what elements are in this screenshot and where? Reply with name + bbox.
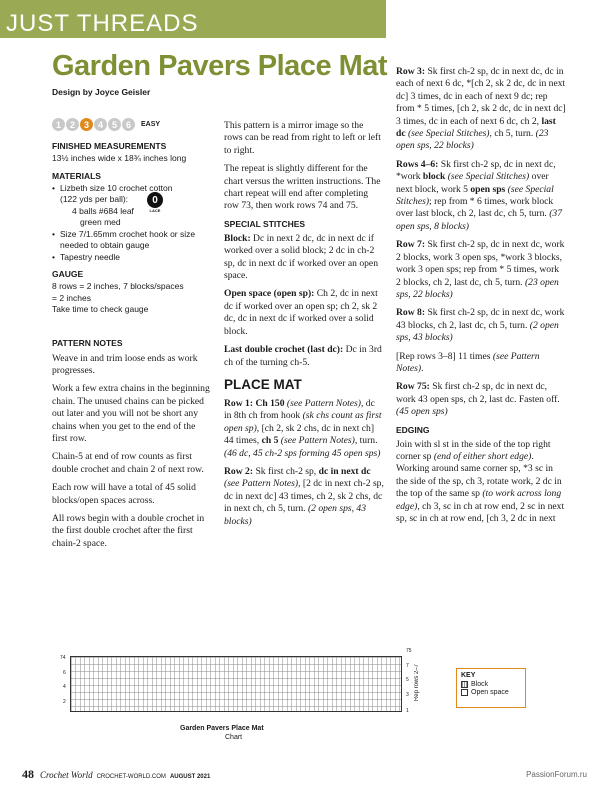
yarn-ball-icon: 0 [147, 192, 163, 208]
stitch-open-space: Open space (open sp): Ch 2, dc in next dc if worked over an open sp; ch 2, sk 2 dc, dc in next dc if worked over a solid block. [224, 288, 378, 337]
skill-level [52, 118, 212, 131]
key-item-open: Open space [461, 689, 521, 696]
skill-dot-1: 1 [52, 118, 65, 131]
skill-dot-4: 4 [94, 118, 107, 131]
material-sub-2: green med [80, 217, 121, 227]
watermark: PassionForum.ru [526, 770, 587, 779]
yarn-weight-label: LACE [149, 208, 161, 213]
row-75-instructions: Row 75: Sk first ch-2 sp, dc in next dc, work 43 open sps, ch 2, last dc. Fasten off. (45 open sps) [396, 381, 560, 418]
row-2-instructions: Row 2: Sk first ch-2 sp, dc in next dc (see Pattern Notes), [2 dc in next ch-2 sp, dc in next dc] 43 times, ch 2, sk 2 chs, dc in next ch, ch 5, turn. (2 open sps, 43 blocks) [224, 465, 384, 527]
chart-subcaption: Chart [225, 734, 243, 741]
intro-paragraph: This pattern is a mirror image so the rows can be read from right to left or left to right. [224, 120, 381, 156]
finished-heading: FINISHED MEASUREMENTS [52, 141, 167, 151]
issue-date: AUGUST 2021 [169, 774, 211, 780]
skill-label: EASY [141, 121, 161, 128]
pattern-note: Chain-5 at end of row counts as first double crochet and chain 2 of next row. [52, 451, 204, 475]
pattern-note: Each row will have a total of 45 solid blocks/open spaces across. [52, 482, 196, 506]
chart-row-label: 1 [406, 708, 409, 714]
key-item-block: Block [461, 681, 521, 688]
column-2 [224, 120, 384, 534]
materials-heading: MATERIALS [52, 170, 101, 181]
place-mat-heading: PLACE MAT [224, 376, 302, 392]
edging-instructions: Join with sl st in the side of the top right corner sp (end of either short edge). Working around same corner sp, *3 sc in the side of the sp, ch 3, rotate work, 2 dc in the top of the same sp (to work across long edge), ch 3, sc in ch at row end, 2 sc in next sp, sc in ch at row end, [ch 3, 2 dc in next [396, 438, 565, 524]
material-sub-1: 4 balls #684 leaf [72, 205, 134, 216]
key-title: KEY [461, 672, 476, 679]
byline: Design by Joyce Geisler [52, 87, 151, 97]
pattern-note: All rows begin with a double crochet in the first double crochet after the first chain-2 space. [52, 512, 205, 549]
chart-key [456, 668, 526, 708]
chart-row-label: 75 [406, 648, 412, 654]
chart-row-label: 4 [63, 684, 66, 690]
gauge-line-3: Take time to check gauge [52, 304, 149, 314]
chart-repeat-label: Rep rows 2–7 [414, 664, 420, 702]
special-stitches-heading: SPECIAL STITCHES [224, 218, 306, 229]
pattern-note: Weave in and trim loose ends as work progresses. [52, 352, 198, 376]
yarn-weight-badge [147, 192, 163, 212]
magazine-name: Crochet World [40, 770, 93, 780]
gauge-heading: GAUGE [52, 269, 84, 279]
stitch-last-dc: Last double crochet (last dc): Dc in 3rd ch of the turning ch-5. [224, 344, 382, 368]
column-3 [396, 66, 566, 531]
section-banner [0, 0, 386, 38]
chart-row-label: 7 [406, 663, 409, 669]
skill-dot-6: 6 [122, 118, 135, 131]
stitch-block: Block: Dc in next 2 dc, dc in next dc if worked over a solid block; 2 dc in ch-2 sp, dc in next dc if worked over an open space. [224, 232, 378, 282]
intro-paragraph: The repeat is slightly different for the chart versus the written instructions. The chart repeat will end after completing row 73, then work rows 74 and 75. [224, 163, 381, 212]
page-footer [22, 767, 210, 782]
material-item: • Tapestry needle [52, 252, 212, 264]
row-1-instructions: Row 1: Ch 150 (see Pattern Notes), dc in 8th ch from hook (sk chs count as first open sp), [ch 2, sk 2 chs, dc in next ch] 44 times, ch 5 (see Pattern Notes), turn. (46 dc, 45 ch-2 sps forming 45 open sps) [224, 397, 382, 459]
repeat-instructions: [Rep rows 3–8] 11 times (see Pattern Notes). [396, 350, 540, 374]
row-7-instructions: Row 7: Sk first ch-2 sp, dc in next dc, work 2 blocks, work 3 open sps, *work 3 blocks, work 3 open sps; rep from * 5 times, work 2 blocks, ch 2, last dc, ch 5, turn. (23 open sps, 22 blocks) [396, 239, 565, 300]
chart-caption: Garden Pavers Place Mat [180, 725, 264, 732]
stitch-chart [50, 648, 410, 720]
section-label: JUST THREADS [6, 10, 199, 37]
skill-dot-2: 2 [66, 118, 79, 131]
block-swatch-icon [461, 681, 468, 688]
chart-row-label: 3 [406, 692, 409, 698]
edging-heading: EDGING [396, 424, 430, 435]
material-item: • Lizbeth size 10 crochet cotton (122 yds per ball): [52, 183, 182, 206]
gauge-line-1: 8 rows = 2 inches, 7 blocks/spaces [52, 281, 184, 291]
material-item: • Size 7/1.65mm crochet hook or size needed to obtain gauge [52, 229, 212, 252]
chart-row-label: 6 [63, 670, 66, 676]
skill-dot-5: 5 [108, 118, 121, 131]
magazine-url: CROCHET-WORLD.COM [96, 774, 166, 780]
chart-grid [70, 656, 402, 712]
page-title: Garden Pavers Place Mat [52, 50, 388, 82]
chart-row-label: 74 [60, 655, 66, 661]
row-8-instructions: Row 8: Sk first ch-2 sp, dc in next dc, work 43 blocks, ch 2, last dc, ch 5, turn. (2 open sps, 43 blocks) [396, 307, 565, 344]
gauge-line-2: = 2 inches [52, 292, 91, 303]
materials-list [52, 183, 212, 264]
chart-row-label: 5 [406, 677, 409, 683]
rows-4-6-instructions: Rows 4–6: Sk first ch-2 sp, dc in next dc, *work block (see Special Stitches) over next block, work 5 open sps (see Special Stitches); rep from * 6 times, work block over last block, ch 2, last dc, ch 5, turn. (37 open sps, 8 blocks) [396, 158, 562, 232]
finished-text: 13½ inches wide x 18¾ inches long [52, 153, 187, 163]
page-number: 48 [22, 767, 34, 781]
chart-row-label: 2 [63, 699, 66, 705]
skill-dot-3-active: 3 [80, 118, 93, 131]
pattern-notes-heading: PATTERN NOTES [52, 337, 123, 348]
column-1 [52, 118, 212, 556]
row-3-instructions: Row 3: Sk first ch-2 sp, dc in next dc, dc in each of next 6 dc, *[ch 2, sk 2 dc, dc in next dc] 3 times, dc in each of next 9 dc; rep from * 5 times, [ch 2, sk 2 dc, dc in next dc] 3 times, dc in each of next 6 dc, ch 2, last dc (see Special Stitches), ch 5, turn. (23 open sps, 22 blocks) [396, 66, 566, 152]
open-swatch-icon [461, 689, 468, 696]
pattern-note: Work a few extra chains in the beginning chain. The unused chains can be picked out later and you will not be short any chains when you get to the end of the first row. [52, 383, 210, 444]
